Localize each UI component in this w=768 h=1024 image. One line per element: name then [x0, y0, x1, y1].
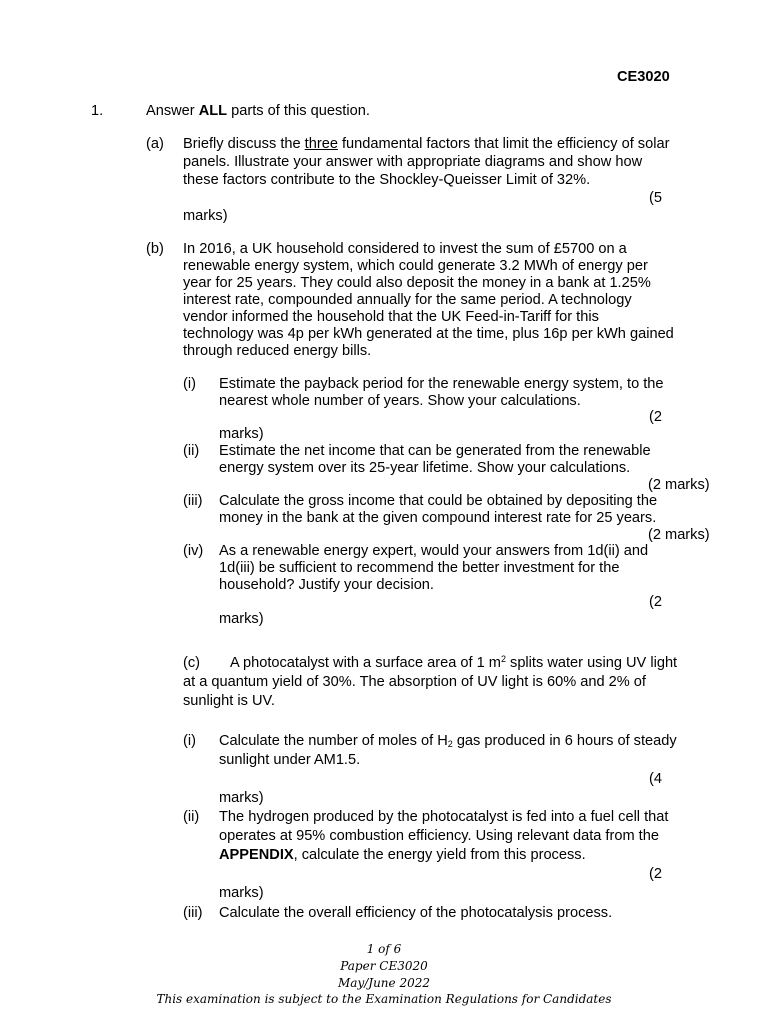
footer-date: May/June 2022	[338, 976, 430, 990]
paper-code: CE3020	[617, 69, 670, 85]
part-b-ii-line-1: Estimate the net income that can be generated from the renewable	[219, 443, 651, 459]
part-c-ii-line-2: operates at 95% combustion efficiency. Using relevant data from the	[219, 828, 659, 844]
part-b-i-marks: (2	[649, 409, 662, 425]
part-c-ii-line-3: APPENDIX, calculate the energy yield from this process.	[219, 847, 586, 863]
superscript-2: 2	[500, 654, 506, 664]
footer-notice: This examination is subject to the Examination Regulations for Candidates	[156, 992, 612, 1006]
part-a-line-2: panels. Illustrate your answer with appropriate diagrams and show how	[183, 154, 643, 170]
part-b-i-line-1: Estimate the payback period for the renewable energy system, to the	[219, 376, 664, 392]
part-b-line-3: year for 25 years. They could also deposit the money in a bank at 1.25%	[183, 275, 651, 291]
part-b-iv-marks: (2	[649, 594, 662, 610]
part-b-iii-line-1: Calculate the gross income that could be obtained by depositing the	[219, 493, 658, 509]
part-b-iv-marks-cont: marks)	[219, 611, 264, 627]
underlined-three: three	[304, 136, 338, 152]
part-c-ii-line-1: The hydrogen produced by the photocatalyst is fed into a fuel cell that	[219, 809, 669, 825]
part-c-line-2: at a quantum yield of 30%. The absorption of UV light is 60% and 2% of	[183, 674, 646, 690]
part-a-marks-cont: marks)	[183, 208, 228, 224]
part-b-line-7: through reduced energy bills.	[183, 343, 372, 359]
part-b-iii-line-2: money in the bank at the given compound interest rate for 25 years.	[219, 510, 657, 526]
part-a-line-3: these factors contribute to the Shockley-Queisser Limit of 32%.	[183, 172, 591, 188]
question-number: 1.	[91, 103, 104, 119]
part-c-iii-line-1: Calculate the overall efficiency of the photocatalysis process.	[219, 905, 613, 921]
part-b-line-4: interest rate, compounded annually for the same period. A technology	[183, 292, 632, 308]
part-b-line-2: renewable energy system, which could generate 3.2 MWh of energy per	[183, 258, 648, 274]
part-c-ii-marks: (2	[649, 866, 662, 882]
part-c-i-line-1: Calculate the number of moles of $H_2$ gas produced in 6 hours of steady	[219, 733, 677, 749]
part-a-marks: (5	[649, 190, 662, 206]
part-c-line-1: A photocatalyst with a surface area of 1 $m^2$ splits water using UV light	[230, 654, 678, 671]
footer-page-number: 1 of 6	[366, 942, 402, 956]
part-c-ii-marks-cont: marks)	[219, 885, 264, 901]
part-b-iii-label: (iii)	[183, 493, 203, 509]
question-intro: Answer ALL parts of this question.	[146, 103, 370, 119]
part-c-i-marks-cont: marks)	[219, 790, 264, 806]
footer-paper: Paper CE3020	[340, 959, 428, 973]
part-c-i-marks: (4	[649, 771, 662, 787]
part-b-ii-marks: (2 marks)	[648, 477, 710, 493]
part-b-iv-line-3: household? Justify your decision.	[219, 577, 434, 593]
part-c-iii-label: (iii)	[183, 905, 203, 921]
part-c-line-3: sunlight is UV.	[183, 693, 275, 709]
part-b-label: (b)	[146, 241, 164, 257]
part-c-label: (c)	[183, 655, 201, 671]
part-b-line-1: In 2016, a UK household considered to invest the sum of £5700 on a	[183, 241, 627, 257]
part-b-line-5: vendor informed the household that the UK Feed-in-Tariff for this	[183, 309, 599, 325]
part-b-line-6: technology was 4p per kWh generated at the time, plus 16p per kWh gained	[183, 326, 674, 342]
part-b-ii-label: (ii)	[183, 443, 200, 459]
subscript-2: 2	[447, 739, 453, 749]
part-b-iii-marks: (2 marks)	[648, 527, 710, 543]
part-b-iv-line-1: As a renewable energy expert, would your answers from 1d(ii) and	[219, 543, 649, 559]
part-b-i-label: (i)	[183, 376, 196, 392]
part-b-ii-line-2: energy system over its 25-year lifetime. Show your calculations.	[219, 460, 631, 476]
part-a-label: (a)	[146, 136, 164, 152]
part-b-i-marks-cont: marks)	[219, 426, 264, 442]
part-c-ii-label: (ii)	[183, 809, 200, 825]
part-c-i-line-2: sunlight under AM1.5.	[219, 752, 361, 768]
part-a-line-1: Briefly discuss the three fundamental factors that limit the efficiency of solar	[183, 136, 670, 152]
part-b-i-line-2: nearest whole number of years. Show your calculations.	[219, 393, 581, 409]
part-b-iv-label: (iv)	[183, 543, 204, 559]
emphasis-all: ALL	[198, 103, 228, 119]
part-b-iv-line-2: 1d(iii) be sufficient to recommend the better investment for the	[219, 560, 620, 576]
part-c-i-label: (i)	[183, 733, 196, 749]
appendix-reference: APPENDIX	[219, 847, 294, 863]
